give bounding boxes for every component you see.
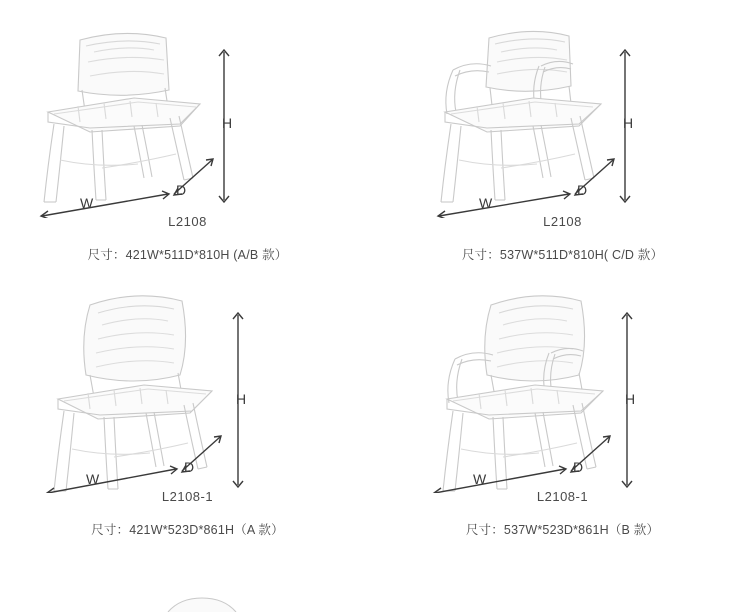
dimension-text-4: 尺寸：537W*523D*861H（B 款） bbox=[465, 523, 660, 537]
dimension-label-depth-4: D bbox=[573, 459, 584, 475]
dimension-label-height-4: H bbox=[625, 391, 636, 407]
dimension-text-2: 尺寸：537W*511D*810H( C/D 款） bbox=[461, 248, 664, 262]
chair-drawing-4 bbox=[375, 275, 750, 493]
model-caption-3: L2108-1 bbox=[161, 489, 214, 504]
dimension-text-3: 尺寸：421W*523D*861H（A 款） bbox=[91, 523, 284, 537]
dimension-label-depth-2: D bbox=[577, 182, 588, 198]
dimension-label-height-1: H bbox=[222, 115, 233, 131]
dimension-label-depth-1: D bbox=[176, 182, 187, 198]
dimension-label-height-3: H bbox=[236, 391, 247, 407]
figure-cell-1 bbox=[0, 0, 375, 275]
dimension-label-width-4: W bbox=[473, 471, 487, 487]
figure-cell-3 bbox=[0, 275, 375, 550]
chair-drawing-2 bbox=[375, 0, 750, 218]
dimension-label-height-2: H bbox=[623, 115, 634, 131]
dimension-label-depth-3: D bbox=[184, 459, 195, 475]
model-caption-2: L2108 bbox=[543, 214, 582, 229]
model-caption-1: L2108 bbox=[168, 214, 207, 229]
dimension-text-1: 尺寸：421W*511D*810H (A/B 款） bbox=[87, 248, 288, 262]
next-figure-partial bbox=[0, 592, 375, 612]
model-caption-4: L2108-1 bbox=[536, 489, 589, 504]
dimension-label-width-1: W bbox=[80, 195, 94, 211]
dimension-label-width-3: W bbox=[86, 471, 100, 487]
figure-cell-2 bbox=[375, 0, 750, 275]
chair-drawing-3 bbox=[0, 275, 375, 493]
figure-cell-4 bbox=[375, 275, 750, 550]
chair-drawing-1 bbox=[0, 0, 375, 218]
dimension-label-width-2: W bbox=[479, 195, 493, 211]
